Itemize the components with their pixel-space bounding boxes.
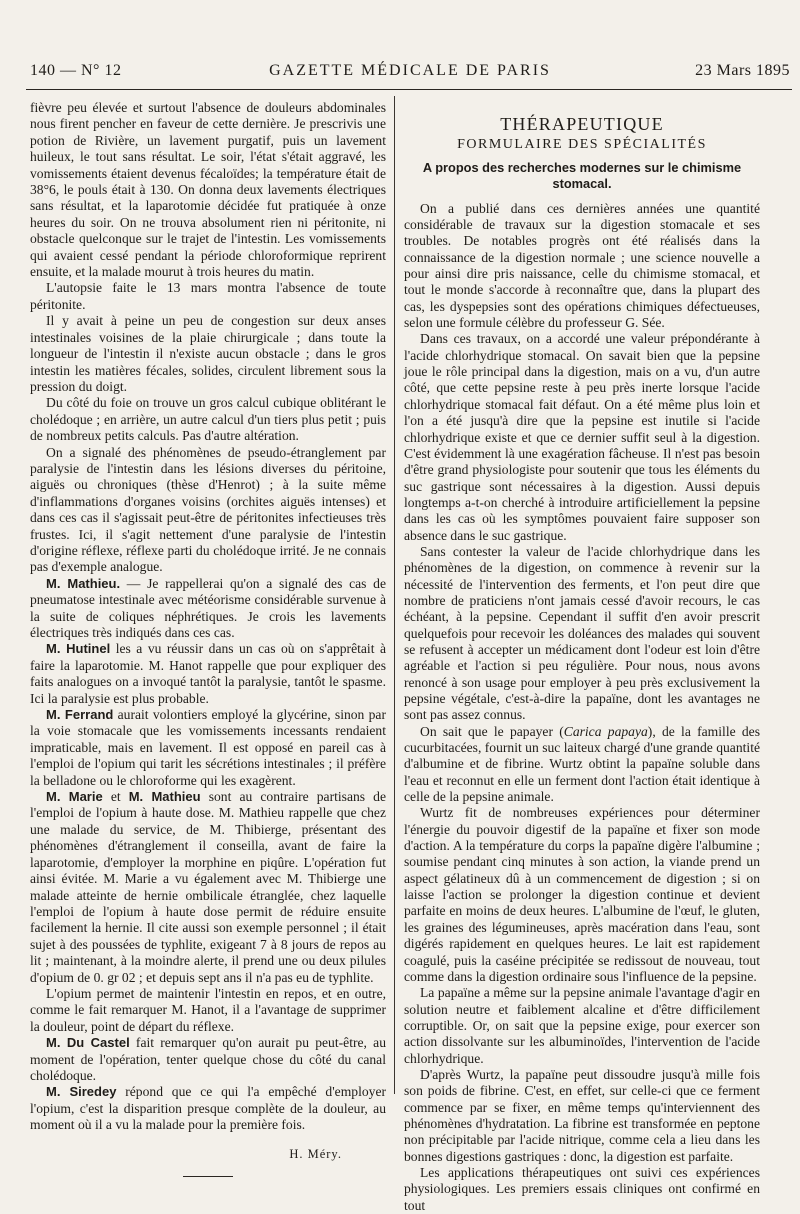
left-column [30, 100, 386, 1177]
paragraph: Il y avait à peine un peu de congestion sur deux anses intestinales voisines de la plaie chirurgicale ; dans toute la longueur de l'intestin il n'existe aucun obstacle ; dans le gros intestin les matières fécales, solides, circulent librement sous la pression du doigt. [30, 313, 386, 394]
paragraph-text: — Je rappellerai qu'on a signalé des cas de pneumatose intestinale avec météorisme considérable survenue à la suite de coliques néphrétiques. Je crois les lavements électriques très indiqués dans ces cas. [30, 575, 386, 640]
header-rule [26, 89, 792, 90]
speaker-name: M. Marie [46, 789, 103, 805]
paragraph [30, 576, 386, 642]
paragraph: On a publié dans ces dernières années une quantité considérable de travaux sur la digestion stomacale et ses troubles. De notables progrès ont été réalisés dans la connaissance de la digestion normale ; une science nouvelle a pour ainsi dire pris naissance, celle du chimisme stomacal, et tout le monde s'accorde à reconnaître que, dans la plupart des cas, les dyspepsies sont des opérations chimiques défectueuses, selon une formule célèbre du professeur G. Sée. [404, 200, 760, 331]
journal-title: GAZETTE MÉDICALE DE PARIS [269, 62, 551, 79]
page-number: 140 — N° 12 [30, 62, 122, 79]
issue-date: 23 Mars 1895 [695, 62, 790, 79]
paragraph [404, 724, 760, 806]
paragraph: L'opium permet de maintenir l'intestin en repos, et en outre, comme le fait remarquer M. Hanot, il a l'avantage de supprimer la douleur, point de départ du réflexe. [30, 985, 386, 1034]
paragraph: Du côté du foie on trouve un gros calcul cubique oblitérant le cholédoque ; en arrière, un autre calcul d'un tiers plus petit ; puis de nombreux petits calculs. Pas d'autre altération. [30, 395, 386, 444]
paragraph-text: répond que ce qui l'a empêché d'employer l'opium, c'est la disparition presque complète de la douleur, au moment où il a vu la malade pour la première fois. [30, 1084, 386, 1133]
paragraph [30, 641, 386, 707]
paragraph-text: aurait volontiers employé la glycérine, sinon par la voie stomacale que les vomissements incessants rendaient impraticable, mais en lavement. Il est opposé en pareil cas à l'emploi de l'opium qui tarit les sécrétions intestinales ; il préfère la belladone ou le chloroforme qui les exagèrent. [30, 707, 386, 788]
speaker-name: M. Mathieu. [46, 575, 121, 591]
article-heading: A propos des recherches modernes sur le chimisme stomacal. [422, 159, 742, 191]
paragraph-text: sont au contraire partisans de l'emploi de l'opium à haute dose. M. Mathieu rappelle que chez une malade du service, de M. Thibierge, présentant des phénomènes d'étranglement il conseilla, avant de faire la laparotomie, d'employer la morphine en piqûre. L'opération fut ainsi évitée. M. Marie a vu également avec M. Thibierge une malade atteinte de hernie ombilicale étranglée, chez laquelle l'emploi de l'opium à haute dose permit de réduire ensuite facilement la hernie. Il cite aussi son exemple personnel ; il était sujet à des poussées de typhlite, exigeant 7 à 8 jours de repos au lit ; maintenant, à la moindre alerte, il prend une ou deux pilules d'opium de 0. gr 02 ; et depuis sept ans il n'a pas eu de typhlite. [30, 789, 387, 985]
speaker-name: M. Siredey [46, 1084, 117, 1100]
section-title: THÉRAPEUTIQUE [500, 114, 664, 134]
paragraph [30, 1035, 386, 1084]
speaker-name: M. Ferrand [46, 707, 114, 723]
speaker-name: M. Du Castel [46, 1035, 130, 1051]
column-divider [394, 96, 395, 1094]
paragraph: Sans contester la valeur de l'acide chlorhydrique dans les phénomènes de la digestion, on commence à revenir sur la nécessité de l'intervention des ferments, et l'on peut dire que nombre de praticiens n'ont jamais cessé d'avoir recours, le cas échéant, à la pepsine. Cependant il suffit d'en avoir prescrit quelquefois pour recevoir les doléances des malades qui souvent se refusent à accepter un médicament dont l'odeur est loin d'être agréable et l'action si peu régulière. Pour nous, nous avons renoncé à son usage pour employer à peu près exclusivement la pepsine végétale, c'est-à-dire la papaïne, dont les avantages ne sont pas assez connus. [404, 543, 760, 723]
author-signature: H. Méry. [289, 1146, 342, 1161]
paragraph [30, 789, 386, 986]
paragraph: Dans ces travaux, on a accordé une valeur prépondérante à l'acide chlorhydrique stomacal. On savait bien que la pepsine joue le rôle principal dans la digestion, mais on a vu, d'un autre côté, que cette pepsine reste à peu près inerte lorsque l'acide chlorhydrique stomacal fait défaut. On a été même plus loin et l'on a été jusqu'à dire que la pepsine est inutile si l'acide chlorhydrique existe et que ce dernier suffit seul à la digestion. C'est évidemment là une exagération fâcheuse. Il n'est pas besoin d'être grand physiologiste pour soutenir que tous les éléments du suc gastrique sont nécessaires à la digestion. Aussi depuis longtemps a-t-on cherché à introduire artificiellement la pepsine dans les cas où les symptômes pouvaient faire supposer son absence dans le suc gastrique. [404, 331, 760, 543]
speaker-name: M. Mathieu [128, 789, 201, 805]
page-header [30, 62, 790, 88]
end-rule [183, 1176, 233, 1177]
paragraph: On a signalé des phénomènes de pseudo-étranglement par paralysie de l'intestin dans les lésions diverses du péritoine, aiguës ou chroniques (thèse d'Henrot) ; à la suite même d'inflammations d'organes voisins (orchites aiguës intenses) et dans ces cas il s'agissait peut-être de péritonites infectieuses très frustes. Ici, il s'agit nettement d'une paralysie de l'intestin d'origine réflexe, réflexe parti du cholédoque irrité. Je ne connais pas d'exemple analogue. [30, 444, 386, 575]
section-subtitle: FORMULAIRE DES SPÉCIALITÉS [457, 137, 707, 153]
paragraph: D'après Wurtz, la papaïne peut dissoudre jusqu'à mille fois son poids de fibrine. C'est, en effet, sur celle-ci que ce ferment commence par se fixer, en même temps qu'interviennent des phénomènes d'hydratation. La fibrine est transformée en peptone non précipitable par l'acide nitrique, comme cela a lieu dans les bonnes digestions gastriques : donc, la digestion est parfaite. [404, 1066, 760, 1164]
paragraph [30, 1084, 386, 1133]
latin-name: Carica papaya [563, 723, 648, 739]
speaker-name: M. Hutinel [46, 641, 111, 657]
paragraph-text: On sait que le papayer ( [420, 723, 564, 739]
paragraph [30, 707, 386, 789]
paragraph-text: les a vu réussir dans un cas où on s'apprêtait à faire la laparotomie. M. Hanot rappelle que pour expliquer des faits analogues on a invoqué tantôt la paralysie, tantôt le spasme. Ici la paralysie est plus probable. [30, 641, 386, 706]
paragraph-text: ), de la famille des cucurbitacées, fournit un suc laiteux chargé d'une grande quantité d'albumine et de fibrine. Wurtz obtint la papaïne soluble dans l'eau et reconnut en elle un ferment dont l'action était identique à celle de la pepsine animale. [404, 723, 761, 805]
paragraph: La papaïne a même sur la pepsine animale l'avantage d'agir en solution neutre et faiblement alcaline et d'être difficilement corruptible. Or, on sait que la pepsine exige, pour exercer son action dissolvante sur les albuminoïdes, l'intervention de l'acide chlorhydrique. [404, 985, 760, 1066]
paragraph-text: et [102, 789, 129, 805]
paragraph: Les applications thérapeutiques ont suivi ces expériences physiologiques. Les premiers essais cliniques ont confirmé en tout [404, 1164, 760, 1213]
paragraph-text: fait remarquer qu'on aurait pu peut-être, au moment de l'opération, tenter quelque chose du côté du canal cholédoque. [30, 1035, 386, 1083]
paragraph: L'autopsie faite le 13 mars montra l'absence de toute péritonite. [30, 280, 386, 312]
paragraph: fièvre peu élevée et surtout l'absence de douleurs abdominales nous firent pencher en faveur de cette dernière. Je prescrivis une potion de Rivière, un lavement purgatif, puis un lavement huileux, le tout sans résultat. Le soir, l'état s'était aggravé, les vomissements étaient devenus fécaloïdes; la température était de 38°6, le pouls était à 130. On donna deux lavements électriques sans résultat, et la laparotomie décidée fut pratiquée à onze heures du soir. On ne trouva absolument rien ni péritonite, ni obstacle quelconque sur le trajet de l'intestin. Les vomissements qui avaient cessé pendant la période chloroformique reprirent ensuite, et la malade mourut à trois heures du matin. [30, 100, 386, 280]
paragraph: Wurtz fit de nombreuses expériences pour déterminer l'énergie du pouvoir digestif de la papaïne et fixer son mode d'action. A la température du corps la papaïne digère l'albumine ; soumise pendant cinq minutes à son action, la viande prend un aspect gélatineux dû à un commencement de digestion ; si on laisse l'action se prolonger la digestion continue et devient parfaite en moins de deux heures. L'albumine de l'œuf, le gluten, les graines des légumineuses, après macération dans l'eau, sont digérés rapidement en quelques heures. Le lait est rapidement coagulé, puis la caséine précipitée se redissout de nouveau, tout comme dans la digestion ordinaire sous l'influence de la pepsine. [404, 805, 760, 984]
right-column [404, 116, 760, 1214]
